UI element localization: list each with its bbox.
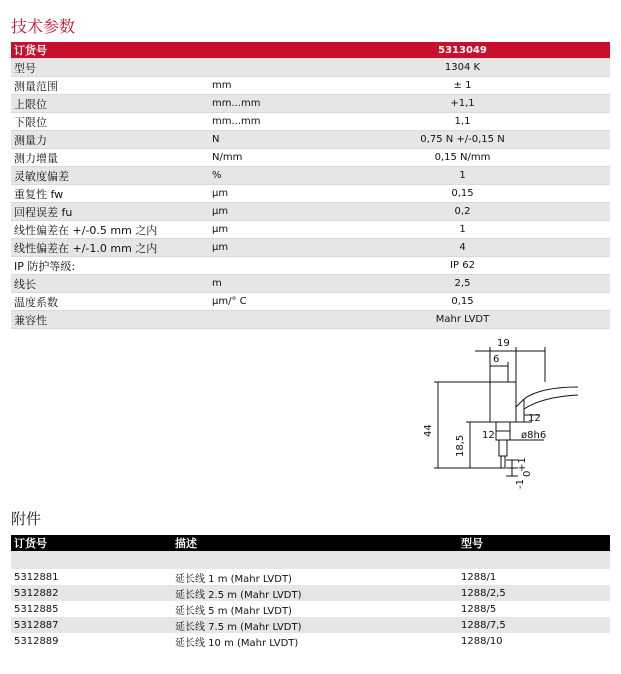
spec-value: 0,15 — [315, 293, 610, 311]
spec-label: 测量范围 — [11, 77, 196, 95]
spec-value: IP 62 — [315, 257, 610, 275]
spec-value: 1 — [315, 167, 610, 185]
spec-label: 线性偏差在 +/-1.0 mm 之内 — [11, 239, 196, 257]
acc-order: 5312882 — [11, 585, 172, 601]
spec-label: 测力增量 — [11, 149, 196, 167]
spec-label: 线性偏差在 +/-0.5 mm 之内 — [11, 221, 196, 239]
spec-unit: N — [196, 131, 315, 149]
spec-label: 灵敏度偏差 — [11, 167, 196, 185]
spec-value: 0,15 N/mm — [315, 149, 610, 167]
spec-unit: mm — [196, 77, 315, 95]
spec-row — [11, 149, 610, 167]
spec-row — [11, 167, 610, 185]
spec-label: 型号 — [11, 59, 196, 77]
acc-model: 1288/10 — [458, 633, 610, 649]
spec-unit — [196, 257, 315, 275]
spec-label: IP 防护等级: — [11, 257, 196, 275]
dim-minus1: -1 — [515, 479, 526, 489]
dim-zero: 0 — [522, 470, 533, 477]
spec-row — [11, 131, 610, 149]
acc-header-row — [11, 535, 610, 551]
acc-model: 1288/5 — [458, 601, 610, 617]
dim-18-5: 18,5 — [455, 434, 466, 457]
acc-header-desc: 描述 — [172, 535, 458, 551]
spec-unit: µm — [196, 221, 315, 239]
acc-order: 5312881 — [11, 569, 172, 585]
spec-label: 下限位 — [11, 113, 196, 131]
acc-model: 1288/1 — [458, 569, 610, 585]
spec-unit: µm/° C — [196, 293, 315, 311]
spec-unit — [196, 59, 315, 77]
spec-header-label: 订货号 — [11, 42, 196, 59]
spec-row — [11, 257, 610, 275]
spec-table — [11, 42, 610, 329]
dim-12-left: 12 — [482, 430, 495, 441]
spec-unit: µm — [196, 239, 315, 257]
dim-19: 19 — [497, 338, 510, 349]
spec-header-row — [11, 42, 610, 59]
spec-label: 测量力 — [11, 131, 196, 149]
spec-header-value: 5313049 — [315, 42, 610, 59]
spec-value: 2,5 — [315, 275, 610, 293]
spec-row — [11, 95, 610, 113]
spec-row — [11, 275, 610, 293]
dim-plus1: +1 — [517, 457, 528, 472]
dim-diameter: ø8h6 — [521, 430, 547, 441]
spec-unit: mm...mm — [196, 113, 315, 131]
spec-label: 温度系数 — [11, 293, 196, 311]
accessories-table — [11, 535, 610, 649]
spec-value: ± 1 — [315, 77, 610, 95]
acc-desc: 延长线 1 m (Mahr LVDT) — [172, 569, 458, 585]
acc-header-order: 订货号 — [11, 535, 172, 551]
spec-unit: µm — [196, 185, 315, 203]
spec-value: 4 — [315, 239, 610, 257]
spec-row — [11, 293, 610, 311]
spec-value: +1,1 — [315, 95, 610, 113]
acc-order: 5312887 — [11, 617, 172, 633]
acc-row — [11, 585, 610, 601]
spec-value: 1304 K — [315, 59, 610, 77]
acc-row — [11, 569, 610, 585]
spec-value: 1 — [315, 221, 610, 239]
spec-unit: mm...mm — [196, 95, 315, 113]
acc-header-model: 型号 — [458, 535, 610, 551]
acc-model: 1288/7,5 — [458, 617, 610, 633]
acc-row — [11, 601, 610, 617]
spec-row — [11, 239, 610, 257]
acc-row — [11, 633, 610, 649]
dim-12-right: 12 — [528, 413, 541, 424]
spec-unit — [196, 311, 315, 329]
spec-value: Mahr LVDT — [315, 311, 610, 329]
spec-value: 0,75 N +/-0,15 N — [315, 131, 610, 149]
accessories-title: 附件 — [11, 510, 42, 528]
spec-value: 1,1 — [315, 113, 610, 131]
spec-unit: µm — [196, 203, 315, 221]
probe-dimension-drawing — [420, 337, 590, 492]
spec-row — [11, 59, 610, 77]
spec-value: 0,15 — [315, 185, 610, 203]
spec-row — [11, 203, 610, 221]
spec-value: 0,2 — [315, 203, 610, 221]
acc-order: 5312889 — [11, 633, 172, 649]
spec-unit: m — [196, 275, 315, 293]
spec-unit: % — [196, 167, 315, 185]
acc-desc: 延长线 2.5 m (Mahr LVDT) — [172, 585, 458, 601]
spec-row — [11, 221, 610, 239]
spec-row — [11, 77, 610, 95]
acc-desc: 延长线 5 m (Mahr LVDT) — [172, 601, 458, 617]
spec-label: 线长 — [11, 275, 196, 293]
spec-label: 回程误差 fu — [11, 203, 196, 221]
spec-label: 重复性 fw — [11, 185, 196, 203]
spec-label: 上限位 — [11, 95, 196, 113]
dim-44: 44 — [423, 424, 434, 437]
section-title: 技术参数 — [11, 17, 76, 36]
acc-desc: 延长线 10 m (Mahr LVDT) — [172, 633, 458, 649]
spec-row — [11, 185, 610, 203]
acc-desc: 延长线 7.5 m (Mahr LVDT) — [172, 617, 458, 633]
spec-label: 兼容性 — [11, 311, 196, 329]
spec-unit: N/mm — [196, 149, 315, 167]
acc-spacer-row — [11, 551, 610, 569]
acc-model: 1288/2,5 — [458, 585, 610, 601]
dim-6: 6 — [493, 354, 500, 365]
acc-order: 5312885 — [11, 601, 172, 617]
spec-row — [11, 311, 610, 329]
spec-row — [11, 113, 610, 131]
acc-row — [11, 617, 610, 633]
